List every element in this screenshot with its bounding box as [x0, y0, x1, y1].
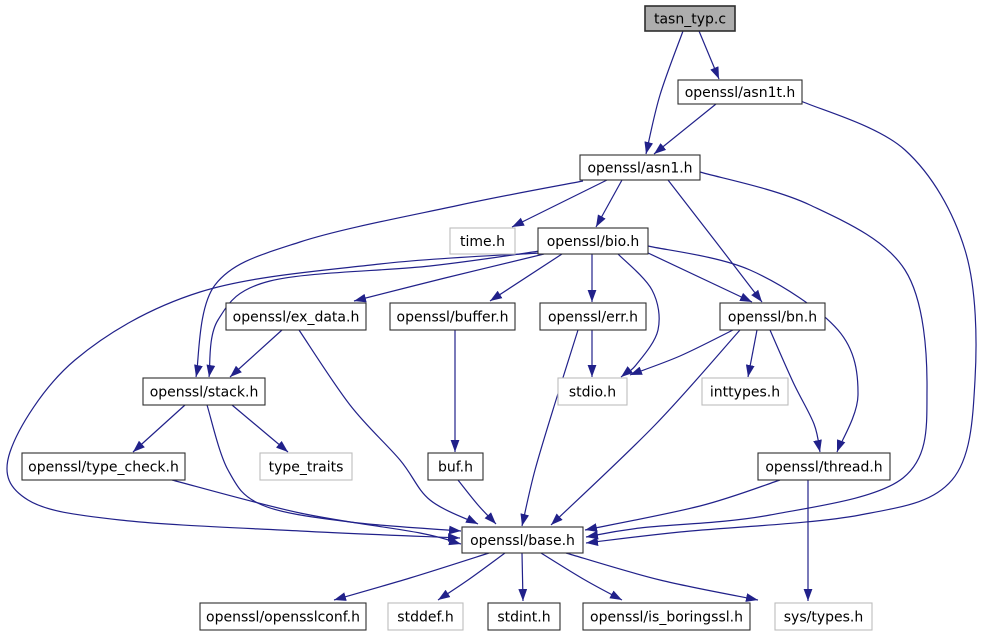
- node-label-tasn_typ: tasn_typ.c: [653, 11, 727, 28]
- edge-thread-to-base: [585, 480, 780, 530]
- node-stdio: [558, 378, 627, 405]
- node-time: [450, 228, 515, 254]
- node-buf[interactable]: [428, 453, 483, 480]
- node-label-buf: buf.h: [438, 459, 473, 476]
- node-label-opensslconf: openssl/opensslconf.h: [206, 609, 360, 626]
- node-buffer[interactable]: [390, 303, 515, 330]
- node-label-base: openssl/base.h: [470, 533, 575, 549]
- node-stack[interactable]: [143, 378, 265, 405]
- node-ex_data[interactable]: [226, 303, 366, 330]
- node-label-asn1t: openssl/asn1t.h: [684, 85, 796, 101]
- edge-asn1t-to-asn1: [654, 104, 716, 154]
- edge-base-to-stddef: [438, 553, 505, 600]
- node-is_boringssl[interactable]: [583, 603, 750, 630]
- node-thread[interactable]: [758, 453, 890, 480]
- edge-bio-to-buffer: [490, 254, 562, 301]
- node-label-stddef: stddef.h: [397, 609, 454, 626]
- node-label-err: openssl/err.h: [547, 309, 639, 326]
- node-err[interactable]: [540, 303, 646, 330]
- edge-ex_data-to-stack: [230, 330, 282, 377]
- edge-base-to-opensslconf: [334, 553, 489, 600]
- node-stddef: [388, 603, 463, 630]
- node-asn1[interactable]: [580, 155, 700, 180]
- nodes-layer: [22, 6, 890, 630]
- edge-type_check-to-base: [172, 480, 461, 544]
- edge-err-to-base: [522, 330, 578, 526]
- node-label-type_traits: type_traits: [268, 459, 344, 476]
- edge-bio-to-base: [7, 253, 540, 538]
- node-label-is_boringssl: openssl/is_boringssl.h: [590, 609, 743, 626]
- node-label-asn1: openssl/asn1.h: [587, 160, 693, 177]
- node-label-thread: openssl/thread.h: [765, 459, 883, 476]
- edge-tasn_typ-to-asn1t: [699, 31, 719, 79]
- node-label-stack: openssl/stack.h: [149, 384, 259, 401]
- edge-base-to-stdint: [522, 553, 523, 601]
- node-label-time: time.h: [460, 234, 505, 250]
- edge-bio-to-bn: [646, 252, 752, 302]
- node-type_check[interactable]: [22, 453, 185, 480]
- node-label-bn: openssl/bn.h: [727, 309, 818, 326]
- node-inttypes: [702, 378, 788, 405]
- node-opensslconf[interactable]: [200, 603, 366, 630]
- node-bn[interactable]: [720, 303, 825, 330]
- edge-ex_data-to-base: [299, 330, 478, 524]
- edge-base-to-sys_types: [566, 553, 758, 600]
- node-tasn_typ: [645, 6, 735, 31]
- edge-stack-to-type_traits: [232, 405, 288, 452]
- node-base[interactable]: [462, 527, 583, 553]
- node-label-stdint: stdint.h: [497, 609, 551, 626]
- node-label-sys_types: sys/types.h: [783, 609, 864, 626]
- node-type_traits: [260, 453, 352, 480]
- edge-base-to-is_boringssl: [541, 553, 622, 600]
- node-bio[interactable]: [538, 228, 648, 254]
- node-asn1t[interactable]: [678, 80, 802, 104]
- node-label-bio: openssl/bio.h: [546, 234, 640, 250]
- node-stdint[interactable]: [488, 603, 560, 630]
- edge-asn1-to-base: [586, 172, 927, 537]
- edge-bn-to-inttypes: [748, 330, 757, 377]
- edge-bio-to-ex_data: [354, 254, 544, 301]
- edge-stack-to-type_check: [133, 405, 185, 452]
- edge-asn1-to-bn: [668, 180, 762, 302]
- node-label-buffer: openssl/buffer.h: [396, 309, 509, 326]
- edge-asn1-to-bio: [596, 180, 622, 227]
- node-label-type_check: openssl/type_check.h: [28, 459, 179, 476]
- edge-asn1-to-time: [512, 180, 607, 227]
- node-label-ex_data: openssl/ex_data.h: [232, 309, 360, 326]
- node-label-inttypes: inttypes.h: [709, 384, 781, 401]
- node-label-stdio: stdio.h: [568, 384, 617, 401]
- edge-bn-to-base: [551, 330, 740, 525]
- node-sys_types: [775, 603, 872, 630]
